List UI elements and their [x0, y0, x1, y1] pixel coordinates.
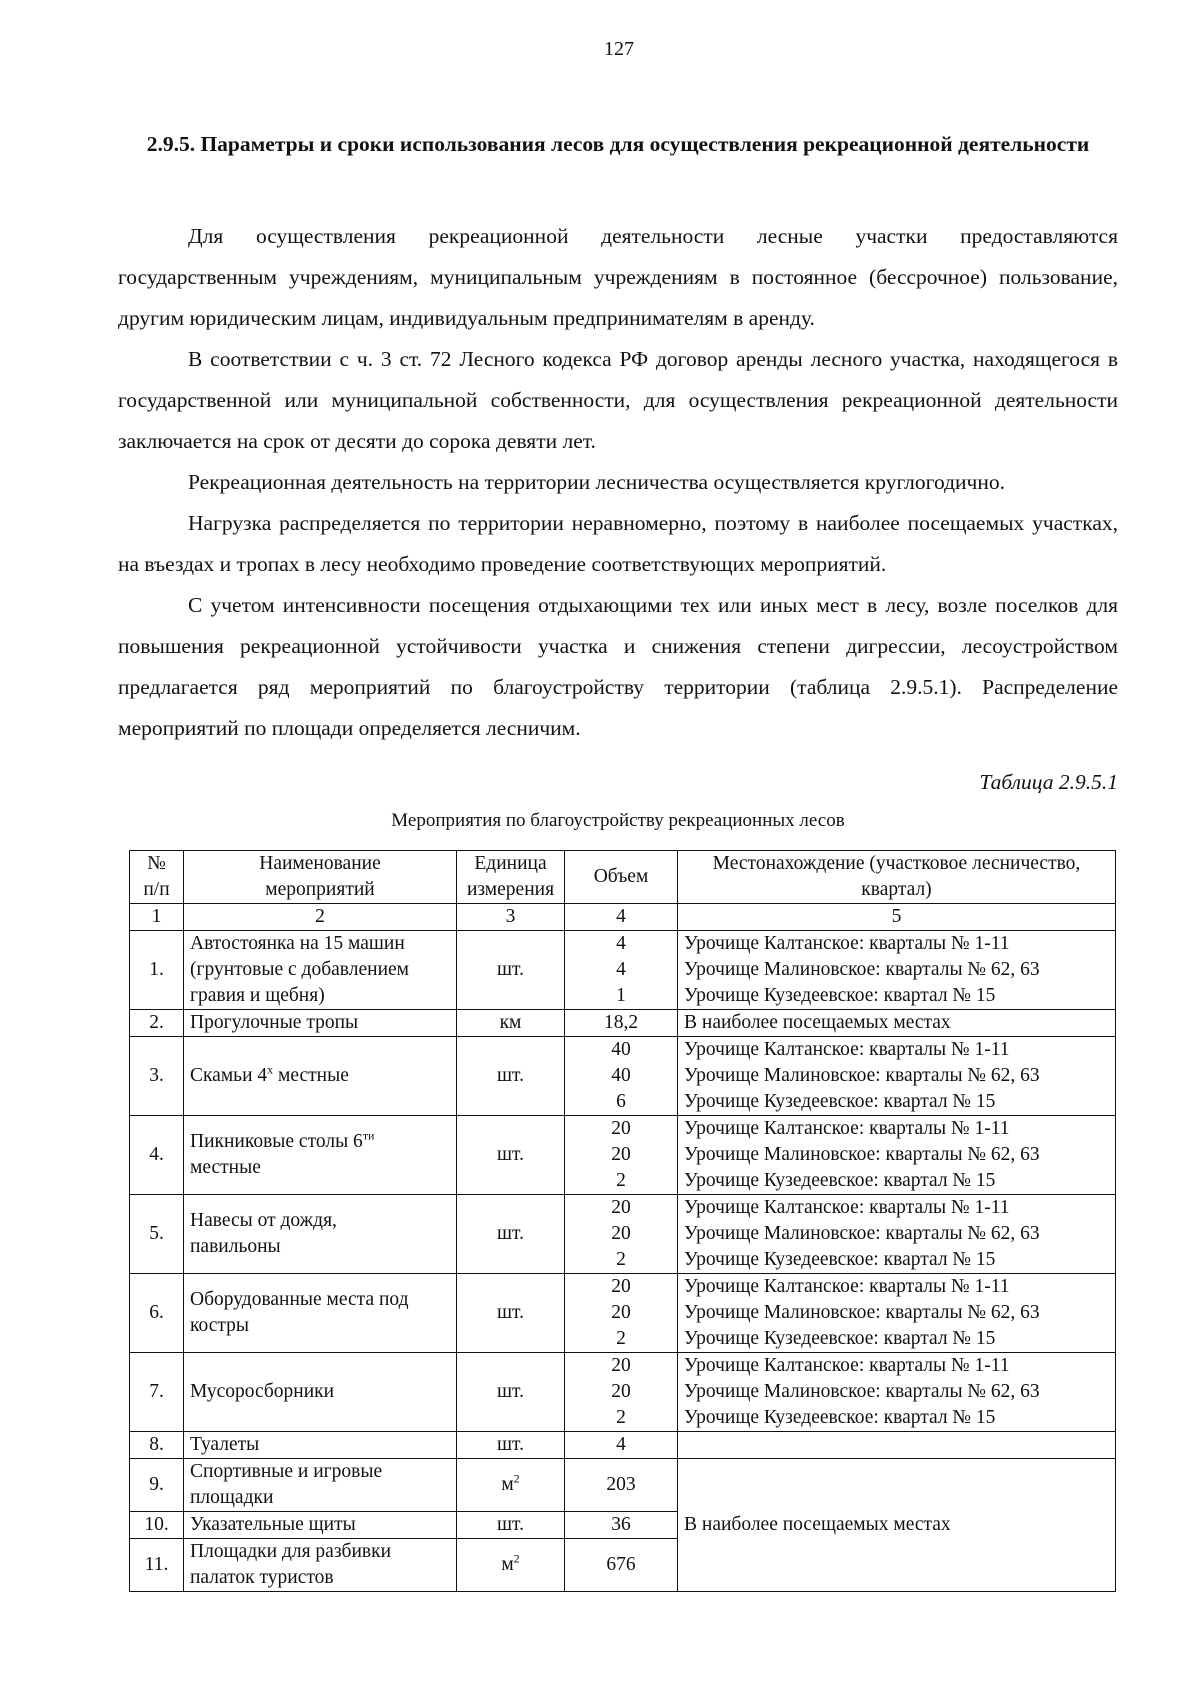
page-number: 127	[604, 38, 634, 60]
paragraph: С учетом интенсивности посещения отдыхающими тех или иных мест в лесу, возле поселков для повышения рекреационной устойчивости участка и снижения степени дигрессии, лесоустройством предлагается ряд мероприятий по благоустройству территории (таблица 2.9.5.1). Распределение мероприятий по площади определяется лесничим.	[118, 593, 1118, 740]
row-num: 1.	[130, 931, 184, 1010]
table-row	[130, 1037, 1116, 1116]
table-row	[130, 1432, 1116, 1459]
row-location: В наиболее посещаемых местах	[678, 1010, 1116, 1037]
row-unit: км	[457, 1010, 565, 1037]
row-volume: 4	[565, 1432, 678, 1459]
row-num: 8.	[130, 1432, 184, 1459]
row-unit: шт.	[457, 1037, 565, 1116]
row-volume: 203	[565, 1459, 678, 1512]
row-unit: $м^2$	[457, 1459, 565, 1512]
row-location: Урочище Калтанское: кварталы № 1-11 Урочище Малиновское: кварталы № 62, 63 Урочище Кузедеевское: квартал № 15	[678, 1195, 1116, 1274]
table-row	[130, 1010, 1116, 1037]
row-volume: 20 20 2	[565, 1195, 678, 1274]
row-unit: $м^2$	[457, 1539, 565, 1592]
table-row	[130, 1195, 1116, 1274]
row-name: Мусоросборники	[184, 1353, 457, 1432]
row-name: Прогулочные тропы	[184, 1010, 457, 1037]
row-location: Урочище Калтанское: кварталы № 1-11 Урочище Малиновское: кварталы № 62, 63 Урочище Кузедеевское: квартал № 15	[678, 1353, 1116, 1432]
section-heading: 2.9.5. Параметры и сроки использования лесов для осуществления рекреационной деятельности	[146, 132, 1090, 156]
row-num: 11.	[130, 1539, 184, 1592]
row-name: Указательные щиты	[184, 1512, 457, 1539]
table-row	[130, 1116, 1116, 1195]
column-index: 4	[565, 904, 678, 931]
row-volume: 676	[565, 1539, 678, 1592]
row-name: Спортивные и игровые площадки	[184, 1459, 457, 1512]
row-num: 3.	[130, 1037, 184, 1116]
paragraph: Рекреационная деятельность на территории лесничества осуществляется круглогодично.	[188, 470, 1005, 494]
table-label: Таблица 2.9.5.1	[979, 770, 1118, 794]
column-index: 1	[130, 904, 184, 931]
row-num: 5.	[130, 1195, 184, 1274]
row-volume: 40 40 6	[565, 1037, 678, 1116]
row-location: Урочище Калтанское: кварталы № 1-11 Урочище Малиновское: кварталы № 62, 63 Урочище Кузедеевское: квартал № 15	[678, 931, 1116, 1010]
row-location: Урочище Калтанское: кварталы № 1-11 Урочище Малиновское: кварталы № 62, 63 Урочище Кузедеевское: квартал № 15	[678, 1037, 1116, 1116]
body-text	[118, 216, 1118, 749]
header-num: № п/п	[130, 851, 184, 904]
table-row	[130, 1274, 1116, 1353]
table-header-row	[130, 851, 1116, 904]
row-unit: шт.	[457, 1512, 565, 1539]
row-name: Навесы от дождя, павильоны	[184, 1195, 457, 1274]
row-location-merged: В наиболее посещаемых местах	[678, 1459, 1116, 1592]
paragraph: Для осуществления рекреационной деятельности лесные участки предоставляются государственным учреждениям, муниципальным учреждениям в постоянное (бессрочное) пользование, другим юридическим лицам, индивидуальным предпринимателям в аренду.	[118, 224, 1118, 330]
row-volume: 4 4 1	[565, 931, 678, 1010]
row-unit: шт.	[457, 1116, 565, 1195]
row-volume: 36	[565, 1512, 678, 1539]
row-unit: шт.	[457, 1432, 565, 1459]
recreation-measures-table	[129, 850, 1116, 1592]
row-name: Туалеты	[184, 1432, 457, 1459]
row-unit: шт.	[457, 1353, 565, 1432]
row-location-empty	[678, 1432, 1116, 1459]
row-unit: шт.	[457, 931, 565, 1010]
row-unit: шт.	[457, 1274, 565, 1353]
header-volume: Объем	[565, 851, 678, 904]
column-index: 5	[678, 904, 1116, 931]
row-name: Оборудованные места под костры	[184, 1274, 457, 1353]
paragraph: Нагрузка распределяется по территории неравномерно, поэтому в наиболее посещаемых участках, на въездах и тропах в лесу необходимо проведение соответствующих мероприятий.	[118, 511, 1118, 576]
column-index: 2	[184, 904, 457, 931]
row-volume: 20 20 2	[565, 1116, 678, 1195]
row-volume: 18,2	[565, 1010, 678, 1037]
row-name: Скамьи $4^х$ местные	[184, 1037, 457, 1116]
header-name: Наименование мероприятий	[184, 851, 457, 904]
row-num: 2.	[130, 1010, 184, 1037]
row-name: Площадки для разбивки палаток туристов	[184, 1539, 457, 1592]
column-index-row	[130, 904, 1116, 931]
row-unit: шт.	[457, 1195, 565, 1274]
header-location: Местонахождение (участковое лесничество, квартал)	[678, 851, 1116, 904]
header-unit: Единица измерения	[457, 851, 565, 904]
table-row	[130, 1459, 1116, 1512]
row-volume: 20 20 2	[565, 1353, 678, 1432]
row-num: 4.	[130, 1116, 184, 1195]
column-index: 3	[457, 904, 565, 931]
row-num: 6.	[130, 1274, 184, 1353]
row-name: Пикниковые столы $6^{ти}$ местные	[184, 1116, 457, 1195]
table-row	[130, 1353, 1116, 1432]
table-row	[130, 931, 1116, 1010]
row-volume: 20 20 2	[565, 1274, 678, 1353]
row-num: 9.	[130, 1459, 184, 1512]
paragraph: В соответствии с ч. 3 ст. 72 Лесного кодекса РФ договор аренды лесного участка, находящегося в государственной или муниципальной собственности, для осуществления рекреационной деятельности заключается на срок от десяти до сорока девяти лет.	[118, 347, 1118, 453]
table-title: Мероприятия по благоустройству рекреационных лесов	[391, 810, 845, 831]
row-location: Урочище Калтанское: кварталы № 1-11 Урочище Малиновское: кварталы № 62, 63 Урочище Кузедеевское: квартал № 15	[678, 1274, 1116, 1353]
row-location: Урочище Калтанское: кварталы № 1-11 Урочище Малиновское: кварталы № 62, 63 Урочище Кузедеевское: квартал № 15	[678, 1116, 1116, 1195]
row-num: 10.	[130, 1512, 184, 1539]
row-name: Автостоянка на 15 машин (грунтовые с добавлением гравия и щебня)	[184, 931, 457, 1010]
row-num: 7.	[130, 1353, 184, 1432]
